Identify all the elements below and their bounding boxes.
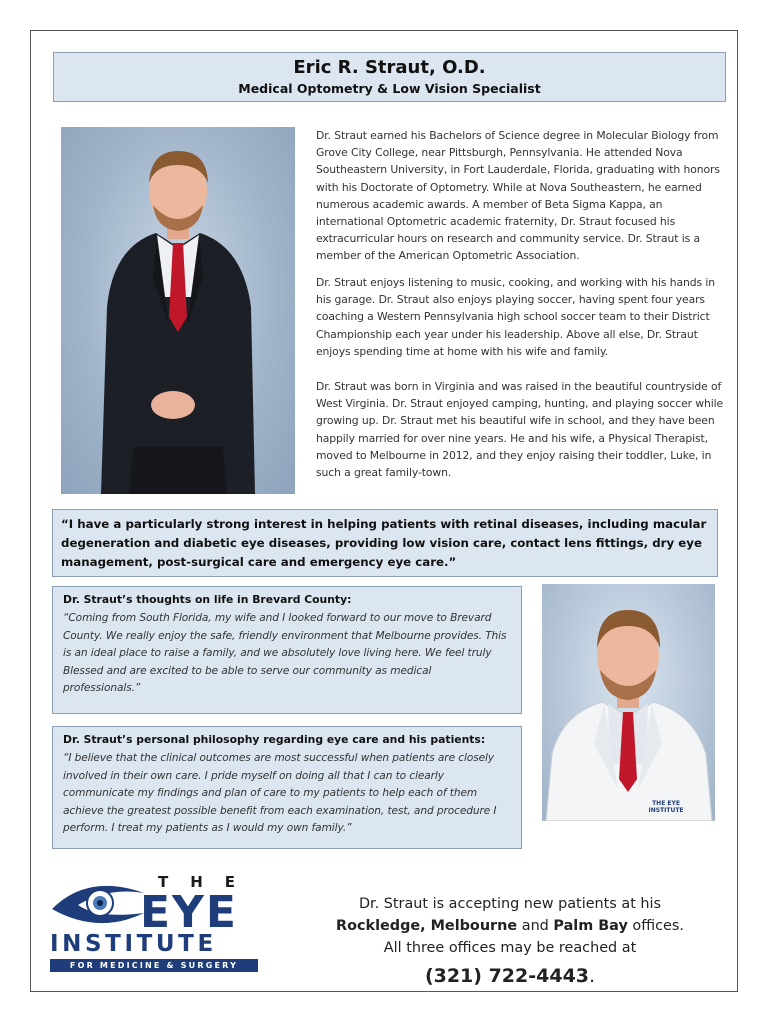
- eye-institute-logo: [48, 873, 262, 975]
- phone-number[interactable]: (321) 722-4443: [424, 965, 590, 987]
- call-to-action: [300, 893, 720, 987]
- logo-eye: EYE: [140, 887, 238, 938]
- portrait-suit-photo: [61, 127, 295, 494]
- bio-paragraph-family: Dr. Straut was born in Virginia and was raised in the beautiful countryside of West Virginia. Dr. Straut enjoyed camping, hunting, and playing soccer while growing up. Dr. Straut met his beautiful wife in school, and they have been happily married for over nine years. He and his wife, a Physical Therapist, moved to Melbourne in 2012, and they enjoy raising their toddler, Luke, in such a great family-town.: [316, 380, 724, 480]
- philosophy-text: “I believe that the clinical outcomes are most successful when patients are closely involved in their own care. I pride myself on doing all that I can to clearly communicate my findings and plan of care to my patients to help each of them achieve the greatest possible benefit from each examination, test, and procedure I perform. I treat my patients as I would my own family.”: [63, 752, 497, 834]
- cta-phone-line: [300, 965, 720, 987]
- portrait-whitecoat-photo: [542, 584, 715, 821]
- phone-period: .: [589, 965, 596, 987]
- cta-location-1: Rockledge, Melbourne: [336, 918, 518, 934]
- cta-offices: offices.: [627, 918, 684, 934]
- philosophy-box: [52, 726, 522, 849]
- doctor-name: Eric R. Straut, O.D.: [293, 57, 486, 78]
- cta-line-1: Dr. Straut is accepting new patients at his: [358, 896, 662, 912]
- cta-line-3: All three offices may be reached at: [383, 940, 637, 956]
- brevard-box: [52, 586, 522, 714]
- logo-the: THE: [158, 873, 258, 891]
- brevard-text: “Coming from South Florida, my wife and I looked forward to our move to Brevard County. We really enjoy the safe, friendly environment that Melbourne provides. This is an ideal place to raise a family, and we absolutely love living here. We feel truly Blessed and are excited to be able to serve our community as medical professionals.”: [63, 612, 507, 694]
- doctor-title: Medical Optometry & Low Vision Specialist: [238, 81, 541, 96]
- eye-swoosh-icon: [48, 875, 148, 935]
- bio-paragraph-education: Dr. Straut earned his Bachelors of Science degree in Molecular Biology from Grove City College, near Pittsburgh, Pennsylvania. He attended Nova Southeastern University, in Fort Lauderdale, Florida, graduating with honors with his Doctorate of Optometry. While at Nova Southeastern, he earned numerous academic awards. A member of Beta Sigma Kappa, an international Optometric academic fraternity, Dr. Straut focused his extracurricular hours on research and community service. Dr. Straut is a member of the American Optometric Association.: [316, 129, 720, 263]
- header-box: [53, 52, 726, 102]
- cta-location-2: Palm Bay: [553, 918, 628, 934]
- cta-and: and: [517, 918, 554, 934]
- cta-line-2: [300, 915, 720, 937]
- bio-paragraph-hobbies: Dr. Straut enjoys listening to music, cooking, and working with his hands in his garage. Dr. Straut also enjoys playing soccer, having spent four years coaching a Western Pennsylvania high school soccer team to their District Championship each year under his leadership. Above all else, Dr. Straut enjoys spending time at home with his wife and family.: [316, 276, 715, 358]
- logo-tagline: FOR MEDICINE & SURGERY: [50, 959, 258, 972]
- coat-badge: THE EYE INSTITUTE: [648, 800, 684, 814]
- interest-quote: [52, 509, 718, 577]
- interest-quote-text: “I have a particularly strong interest in helping patients with retinal diseases, including macular degeneration and diabetic eye diseases, providing low vision care, contact lens fittings, dry eye management, post-surgical care and emergency eye care.”: [61, 517, 707, 569]
- logo-institute: INSTITUTE: [50, 931, 217, 957]
- philosophy-title: Dr. Straut’s personal philosophy regarding eye care and his patients:: [63, 733, 486, 746]
- brevard-title: Dr. Straut’s thoughts on life in Brevard County:: [63, 593, 352, 606]
